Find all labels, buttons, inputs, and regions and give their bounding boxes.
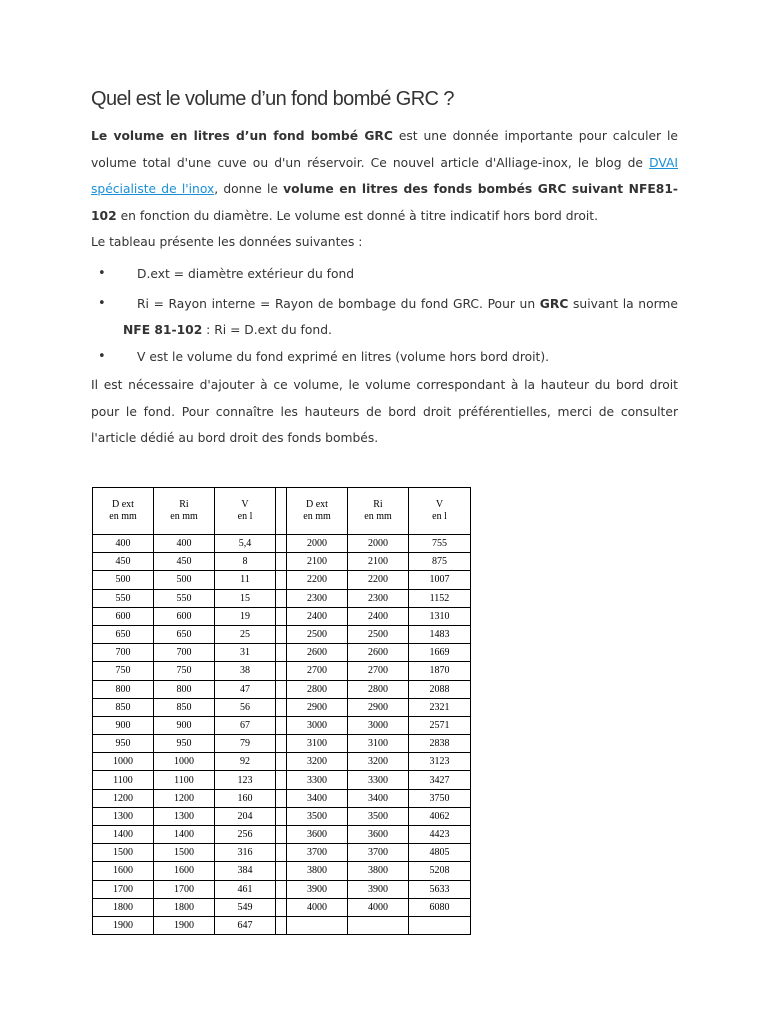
cell-dext: 900: [93, 716, 154, 734]
cell-ri: 3500: [348, 807, 409, 825]
separator: [276, 553, 287, 571]
table-row: [93, 625, 471, 643]
cell-v: 1483: [409, 625, 471, 643]
cell-ri: 2500: [348, 625, 409, 643]
cell-ri: 1200: [154, 789, 215, 807]
table-row: [93, 698, 471, 716]
bullet-icon: •: [98, 266, 106, 281]
cell-v: 875: [409, 553, 471, 571]
table-intro: Le tableau présente les données suivantes :: [91, 235, 363, 249]
table-row: [93, 807, 471, 825]
cell-v: 79: [215, 735, 276, 753]
separator: [276, 716, 287, 734]
cell-ri: 450: [154, 553, 215, 571]
cell-ri: 550: [154, 589, 215, 607]
header-dext: D ext en mm: [287, 488, 348, 535]
cell-v: 4423: [409, 826, 471, 844]
cell-v: 67: [215, 716, 276, 734]
cell-ri: 1000: [154, 753, 215, 771]
bullet-text-ri-3: : Ri = D.ext du fond.: [202, 323, 332, 337]
separator: [276, 589, 287, 607]
cell-dext: 1000: [93, 753, 154, 771]
cell-dext: 1300: [93, 807, 154, 825]
separator: [276, 698, 287, 716]
separator: [276, 862, 287, 880]
table-row: [93, 844, 471, 862]
dvai-link[interactable]: DVAI spécialiste de l'inox: [91, 155, 678, 196]
intro-paragraph: [91, 123, 678, 229]
cell-v: 384: [215, 862, 276, 880]
cell-dext: [287, 916, 348, 934]
table-header-row: [93, 488, 471, 535]
bullet-bold-norm: NFE 81-102: [123, 323, 203, 337]
cell-ri: 4000: [348, 898, 409, 916]
note-paragraph: Il est nécessaire d'ajouter à ce volume, le volume correspondant à la hauteur du bord droit pour le fond. Pour connaître les hauteurs de bord droit préférentielles, merci de consulter l'article dédié au bord droit des fonds bombés.: [91, 378, 678, 445]
cell-dext: 2000: [287, 535, 348, 553]
separator: [276, 607, 287, 625]
cell-v: 31: [215, 644, 276, 662]
cell-ri: 1500: [154, 844, 215, 862]
cell-v: 1310: [409, 607, 471, 625]
cell-ri: 1400: [154, 826, 215, 844]
separator: [276, 916, 287, 934]
cell-ri: 2400: [348, 607, 409, 625]
article-title: Quel est le volume d’un fond bombé GRC ?: [91, 88, 454, 110]
header-v: V en l: [409, 488, 471, 535]
cell-dext: 2600: [287, 644, 348, 662]
cell-v: 1152: [409, 589, 471, 607]
table-row: [93, 535, 471, 553]
list-item: [91, 344, 678, 371]
cell-v: 56: [215, 698, 276, 716]
table-row: [93, 826, 471, 844]
cell-dext: 3700: [287, 844, 348, 862]
header-ri: Ri en mm: [154, 488, 215, 535]
cell-ri: 3400: [348, 789, 409, 807]
cell-v: 2088: [409, 680, 471, 698]
cell-ri: 3800: [348, 862, 409, 880]
cell-dext: 1500: [93, 844, 154, 862]
cell-dext: 3600: [287, 826, 348, 844]
cell-v: 160: [215, 789, 276, 807]
cell-dext: 2300: [287, 589, 348, 607]
cell-dext: 1800: [93, 898, 154, 916]
cell-ri: [348, 916, 409, 934]
cell-ri: 1100: [154, 771, 215, 789]
bullet-bold-grc: GRC: [539, 296, 569, 311]
intro-text-2: , donne le: [214, 182, 284, 196]
bullet-text-ri: Ri = Rayon interne = Rayon de bombage du fond GRC. Pour un: [137, 296, 540, 311]
separator: [276, 735, 287, 753]
separator: [276, 789, 287, 807]
cell-dext: 600: [93, 607, 154, 625]
cell-dext: 550: [93, 589, 154, 607]
cell-v: 256: [215, 826, 276, 844]
separator: [276, 625, 287, 643]
cell-dext: 4000: [287, 898, 348, 916]
cell-v: 92: [215, 753, 276, 771]
cell-ri: 3300: [348, 771, 409, 789]
cell-ri: 3600: [348, 826, 409, 844]
cell-ri: 1300: [154, 807, 215, 825]
cell-v: 3750: [409, 789, 471, 807]
cell-v: 2571: [409, 716, 471, 734]
table-row: [93, 716, 471, 734]
cell-dext: 3400: [287, 789, 348, 807]
cell-v: 4805: [409, 844, 471, 862]
cell-ri: 900: [154, 716, 215, 734]
cell-v: 316: [215, 844, 276, 862]
table-row: [93, 662, 471, 680]
separator: [276, 662, 287, 680]
cell-ri: 3900: [348, 880, 409, 898]
bullet-text-v: V est le volume du fond exprimé en litres (volume hors bord droit).: [137, 349, 550, 364]
cell-dext: 1200: [93, 789, 154, 807]
cell-ri: 3200: [348, 753, 409, 771]
cell-v: 5633: [409, 880, 471, 898]
list-item: [91, 261, 678, 288]
separator: [276, 644, 287, 662]
bullet-text-dext: D.ext = diamètre extérieur du fond: [137, 267, 355, 281]
cell-v: 755: [409, 535, 471, 553]
cell-ri: 850: [154, 698, 215, 716]
cell-dext: 2900: [287, 698, 348, 716]
cell-dext: 2500: [287, 625, 348, 643]
cell-dext: 2700: [287, 662, 348, 680]
cell-ri: 1700: [154, 880, 215, 898]
cell-v: 647: [215, 916, 276, 934]
cell-dext: 2200: [287, 571, 348, 589]
cell-ri: 2300: [348, 589, 409, 607]
table-row: [93, 753, 471, 771]
separator: [276, 826, 287, 844]
cell-v: 38: [215, 662, 276, 680]
cell-ri: 500: [154, 571, 215, 589]
cell-ri: 2200: [348, 571, 409, 589]
intro-text-3: en fonction du diamètre. Le volume est donné à titre indicatif hors bord droit.: [116, 208, 598, 223]
cell-dext: 3800: [287, 862, 348, 880]
intro-bold-lead: Le volume en litres d’un fond bombé GRC: [91, 129, 393, 143]
cell-dext: 850: [93, 698, 154, 716]
cell-ri: 3700: [348, 844, 409, 862]
cell-dext: 1700: [93, 880, 154, 898]
cell-ri: 3000: [348, 716, 409, 734]
intro-text-1: est une donnée importante pour calculer le volume total d'une cuve ou d'un réservoir. Ce nouvel article d'Alliage-inox, le blog de: [91, 129, 678, 170]
table-row: [93, 607, 471, 625]
cell-dext: 950: [93, 735, 154, 753]
cell-ri: 2900: [348, 698, 409, 716]
cell-v: 123: [215, 771, 276, 789]
table-row: [93, 789, 471, 807]
cell-v: 4062: [409, 807, 471, 825]
cell-v: 549: [215, 898, 276, 916]
cell-dext: 2100: [287, 553, 348, 571]
cell-dext: 2400: [287, 607, 348, 625]
cell-dext: 1600: [93, 862, 154, 880]
definition-list: [91, 261, 678, 370]
cell-ri: 950: [154, 735, 215, 753]
cell-dext: 3200: [287, 753, 348, 771]
volume-table: [92, 487, 471, 935]
cell-ri: 1800: [154, 898, 215, 916]
cell-v: [409, 916, 471, 934]
cell-v: 1007: [409, 571, 471, 589]
volume-table-wrapper: [92, 487, 471, 935]
bullet-text-ri-2: suivant la norme: [568, 296, 678, 311]
cell-dext: 750: [93, 662, 154, 680]
cell-ri: 1600: [154, 862, 215, 880]
cell-v: 3123: [409, 753, 471, 771]
separator: [276, 753, 287, 771]
cell-v: 25: [215, 625, 276, 643]
cell-v: 3427: [409, 771, 471, 789]
separator: [276, 807, 287, 825]
list-item: [91, 291, 678, 344]
cell-dext: 3500: [287, 807, 348, 825]
cell-dext: 1100: [93, 771, 154, 789]
cell-dext: 3900: [287, 880, 348, 898]
separator: [276, 898, 287, 916]
cell-v: 47: [215, 680, 276, 698]
table-row: [93, 589, 471, 607]
table-body: [93, 535, 471, 935]
cell-dext: 3300: [287, 771, 348, 789]
table-row: [93, 680, 471, 698]
cell-v: 2321: [409, 698, 471, 716]
cell-dext: 650: [93, 625, 154, 643]
separator: [276, 844, 287, 862]
bullet-icon: •: [98, 295, 106, 311]
table-row: [93, 644, 471, 662]
table-row: [93, 553, 471, 571]
cell-ri: 2700: [348, 662, 409, 680]
cell-dext: 800: [93, 680, 154, 698]
cell-v: 19: [215, 607, 276, 625]
cell-ri: 2800: [348, 680, 409, 698]
cell-dext: 1400: [93, 826, 154, 844]
cell-dext: 2800: [287, 680, 348, 698]
cell-ri: 700: [154, 644, 215, 662]
cell-ri: 650: [154, 625, 215, 643]
cell-dext: 1900: [93, 916, 154, 934]
cell-dext: 700: [93, 644, 154, 662]
cell-v: 204: [215, 807, 276, 825]
intro-bold-volume: volume en litres des fonds bombés GRC suivant NFE81-102: [91, 182, 678, 223]
cell-v: 2838: [409, 735, 471, 753]
cell-dext: 3100: [287, 735, 348, 753]
cell-v: 461: [215, 880, 276, 898]
cell-ri: 2000: [348, 535, 409, 553]
separator: [276, 680, 287, 698]
cell-ri: 3100: [348, 735, 409, 753]
cell-ri: 400: [154, 535, 215, 553]
cell-dext: 450: [93, 553, 154, 571]
cell-v: 5208: [409, 862, 471, 880]
cell-ri: 2600: [348, 644, 409, 662]
separator: [276, 535, 287, 553]
table-row: [93, 862, 471, 880]
header-dext: D ext en mm: [93, 488, 154, 535]
cell-v: 1870: [409, 662, 471, 680]
header-ri: Ri en mm: [348, 488, 409, 535]
separator: [276, 880, 287, 898]
table-row: [93, 735, 471, 753]
cell-v: 8: [215, 553, 276, 571]
header-separator: [276, 488, 287, 535]
table-row: [93, 916, 471, 934]
cell-ri: 1900: [154, 916, 215, 934]
table-row: [93, 771, 471, 789]
cell-v: 15: [215, 589, 276, 607]
table-row: [93, 880, 471, 898]
bullet-icon: •: [98, 348, 106, 364]
separator: [276, 571, 287, 589]
cell-dext: 400: [93, 535, 154, 553]
cell-ri: 2100: [348, 553, 409, 571]
separator: [276, 771, 287, 789]
cell-dext: 3000: [287, 716, 348, 734]
table-row: [93, 571, 471, 589]
cell-v: 5,4: [215, 535, 276, 553]
cell-ri: 750: [154, 662, 215, 680]
cell-dext: 500: [93, 571, 154, 589]
cell-ri: 600: [154, 607, 215, 625]
cell-ri: 800: [154, 680, 215, 698]
cell-v: 1669: [409, 644, 471, 662]
cell-v: 11: [215, 571, 276, 589]
table-row: [93, 898, 471, 916]
header-v: V en l: [215, 488, 276, 535]
cell-v: 6080: [409, 898, 471, 916]
